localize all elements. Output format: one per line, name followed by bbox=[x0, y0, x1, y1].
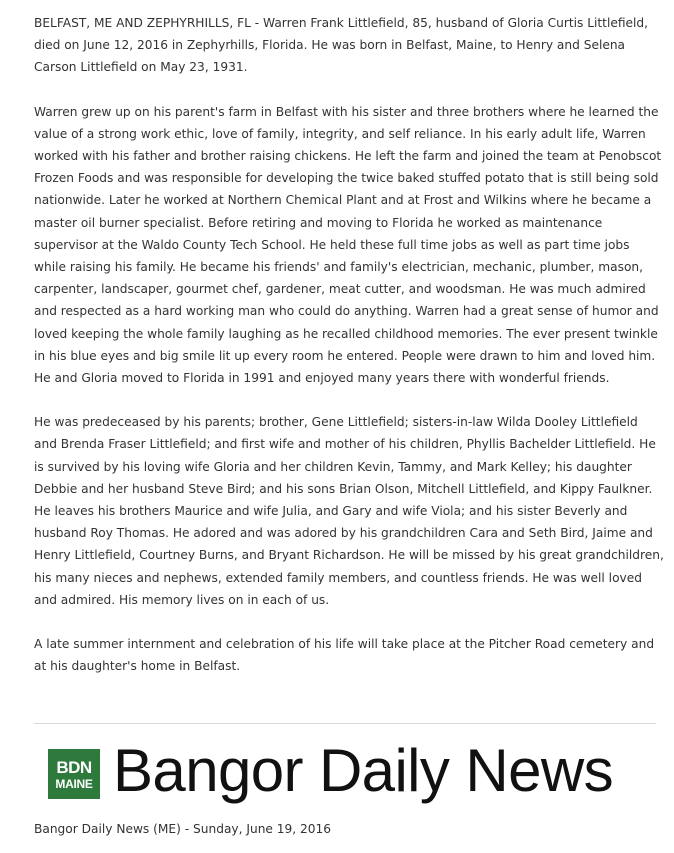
bdn-maine-logo bbox=[48, 749, 100, 799]
article-paragraph-4: A late summer internment and celebration of his life will take place at the Pitcher Road cemetery and at his daughter's home in Belfast. bbox=[34, 637, 655, 674]
newspaper-name: Bangor Daily News bbox=[113, 737, 614, 804]
article-paragraph-2: Warren grew up on his parent's farm in Belfast with his sister and three brothers where he learned the value of a strong work ethic, love of family, integrity, and self reliance. In his early adult life, Warren worked with his father and brother raising chickens. He left the farm and joined the team at Penobscot Frozen Foods and was responsible for developing the twice baked stuffed potato that is still being sold nationwide. Later he worked at Northern Chemical Plant and at Frost and Wilkins where he became a master oil burner specialist. Before retiring and moving to Florida he worked as maintenance supervisor at the Waldo County Tech School. He held these full time jobs as well as part time jobs while raising his family. He became his friends' and family's electrician, mechanic, plumber, mason, carpenter, landscaper, gourmet chef, gardener, meat cutter, and woodsman. He was much admired and respected as a hard working man who could do anything. Warren had a great sense of humor and loved keeping the whole family laughing as he recalled childhood memories. The ever present twinkle in his blue eyes and big smile lit up every room he entered. People were drawn to him and loved him. He and Gloria moved to Florida in 1991 and enjoyed many years there with wonderful friends. bbox=[34, 104, 662, 386]
section-divider bbox=[34, 723, 656, 724]
masthead bbox=[46, 737, 656, 806]
source-citation: Bangor Daily News (ME) - Sunday, June 19, 2016 bbox=[34, 822, 332, 836]
article-paragraph-1: BELFAST, ME AND ZEPHYRHILLS, FL - Warren Frank Littlefield, 85, husband of Gloria Curtis Littlefield, died on June 12, 2016 in Zephyrhills, Florida. He was born in Belfast, Maine, to Henry and Selena Carson Littlefield on May 23, 1931. bbox=[34, 16, 649, 75]
logo-text-maine: MAINE bbox=[55, 776, 93, 791]
logo-text-bdn: BDN bbox=[56, 757, 92, 777]
obituary-article bbox=[34, 12, 664, 699]
article-paragraph-3: He was predeceased by his parents; brother, Gene Littlefield; sisters-in-law Wilda Dooley Littlefield and Brenda Fraser Littlefield; and first wife and mother of his children, Phyllis Bachelder Littlefield. He is survived by his loving wife Gloria and her children Kevin, Tammy, and Mark Kelley; his daughter Debbie and her husband Steve Bird; and his sons Brian Olson, Mitchell Littlefield, and Kippy Faulkner. He leaves his brothers Maurice and wife Julia, and Gary and wife Viola; and his sister Beverly and husband Roy Thomas. He adored and was adored by his grandchildren Cara and Seth Bird, Jaime and Henry Littlefield, Courtney Burns, and Bryant Richardson. He will be missed by his great grandchildren, his many nieces and nephews, extended family members, and countless friends. He was well loved and admired. His memory lives on in each of us. bbox=[34, 415, 664, 607]
